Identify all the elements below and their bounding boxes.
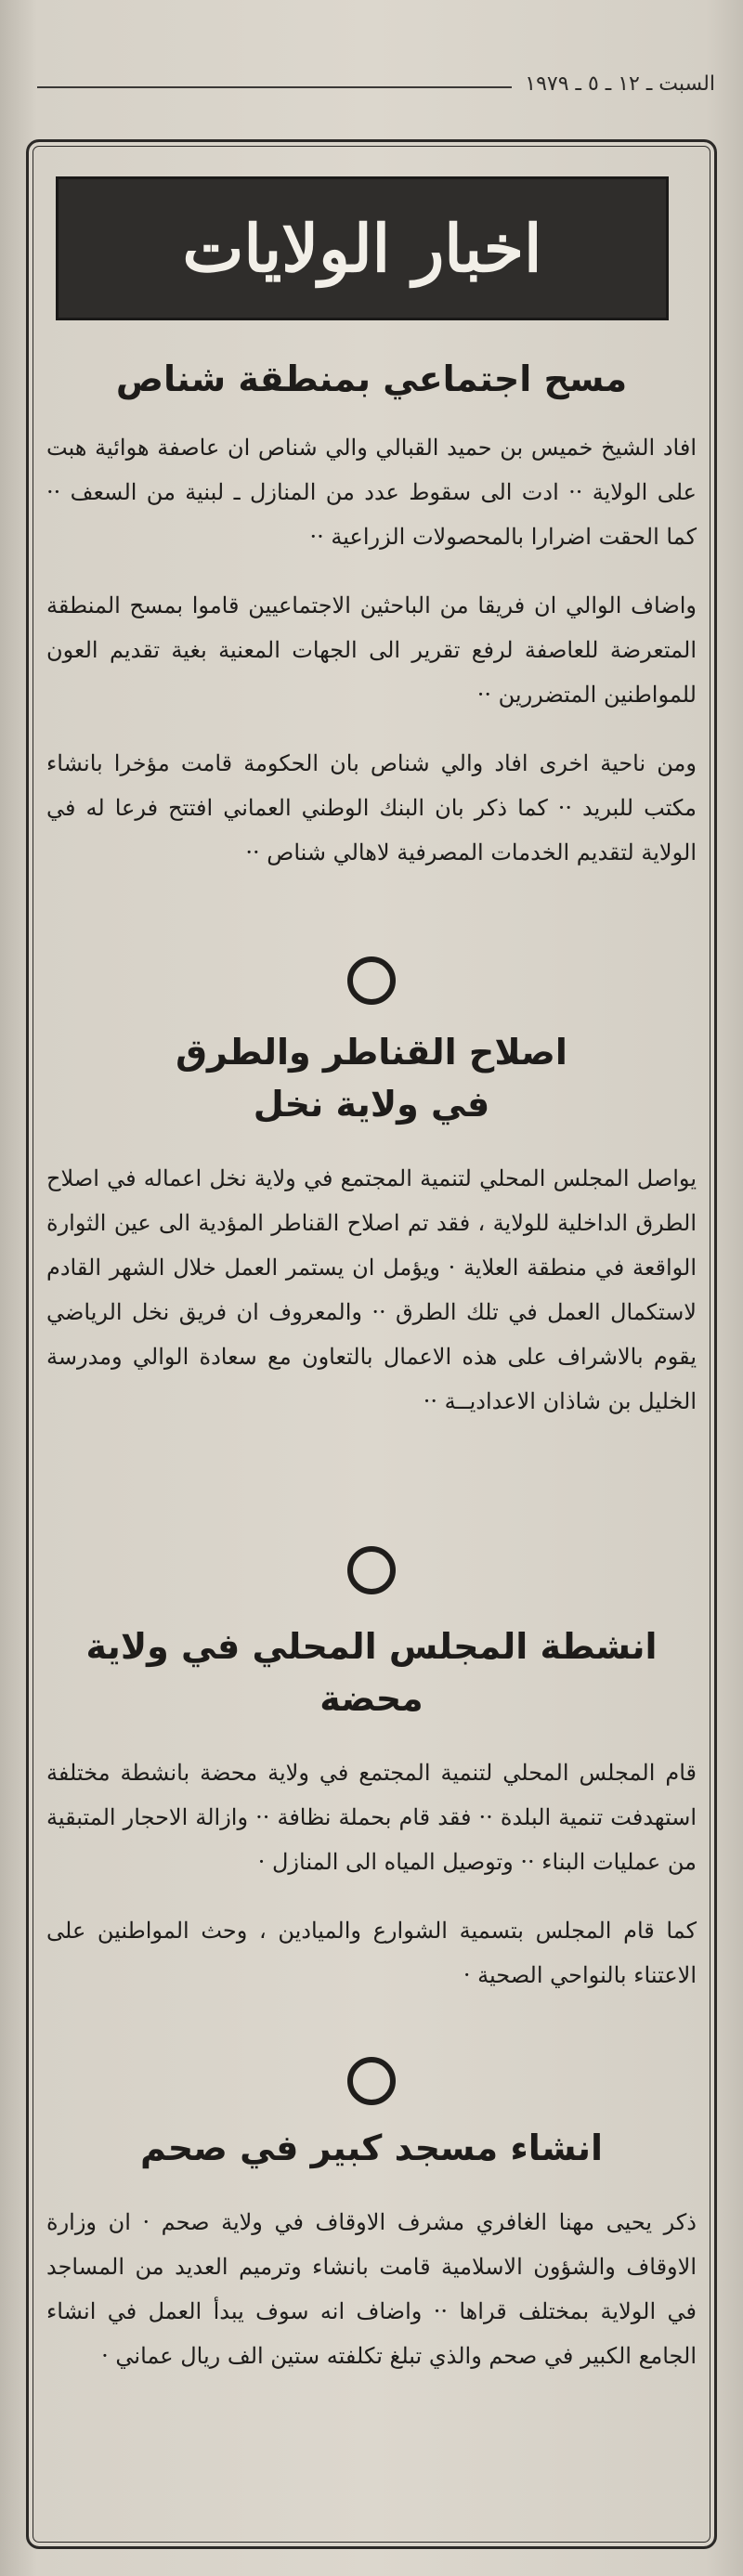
article-paragraph: ومن ناحية اخرى افاد والي شناص بان الحكومة قامت مؤخرا بانشاء مكتب للبريد ·· كما ذكر بان البنك الوطني العماني افتتح فرعا له في الولاية لتقديم الخدمات المصرفية لاهالي شناص ·· — [46, 750, 697, 865]
article-paragraph: يواصل المجلس المحلي لتنمية المجتمع في ولاية نخل اعماله في اصلاح الطرق الداخلية للولاية ، فقد تم اصلاح القناطر المؤدية الى عين الثوارة الواقعة في منطقة العلاية · ويؤمل ان يستمر العمل خلال الشهر القادم لاستكمال العمل في تلك الطرق ·· والمعروف ان فريق نخل الرياضي يقوم بالاشراف على هذه الاعمال بالتعاون مع سعادة الوالي ومدرسة الخليل بن شاذان الاعداديــة ·· — [46, 1165, 697, 1414]
page-header — [37, 56, 715, 111]
article-saham — [46, 2122, 697, 2378]
article-headline: انشاء مسجد كبير في صحم — [139, 2127, 604, 2168]
section-title: اخبار الولايات — [182, 210, 542, 287]
article-headline: اصلاح القناطر والطرق — [176, 1032, 567, 1073]
article-paragraph: واضاف الوالي ان فريقا من الباحثين الاجتماعيين قاموا بمسح المنطقة المتعرضة للعاصفة لرفع تقرير الى الجهات المعنية بغية تقديم العون للمواطنين المتضررين ·· — [46, 592, 697, 708]
separator-circle — [347, 1546, 396, 1594]
separator-circle — [347, 2057, 396, 2105]
section-banner — [56, 176, 669, 320]
article-paragraph: ذكر يحيى مهنا الغافري مشرف الاوقاف في ولاية صحم · ان وزارة الاوقاف والشؤون الاسلامية قامت بانشاء وترميم العديد من المساجد في الولاية بمختلف قراها ·· واضاف انه سوف يبدأ العمل في انشاء الجامع الكبير في صحم والذي تبلغ تكلفته ستين الف ريال عماني · — [46, 2209, 697, 2369]
article-paragraph: قام المجلس المحلي لتنمية المجتمع في ولاية محضة بانشطة مختلفة استهدفت تنمية البلدة ·· فقد قام بحملة نظافة ·· وازالة الاحجار المتبقية من عمليات البناء ·· وتوصيل المياه الى المنازل · — [46, 1760, 697, 1875]
article-mahda — [46, 1620, 697, 1997]
article-paragraph: افاد الشيخ خميس بن حميد القبالي والي شناص ان عاصفة هوائية هبت على الولاية ·· ادت الى سقوط عدد من المنازل ـ لبنية من السعف ·· كما الحقت اضرارا بالمحصولات الزراعية ·· — [46, 435, 697, 550]
article-shinas — [46, 353, 697, 875]
article-paragraph: كما قام المجلس بتسمية الشوارع والميادين ، وحث المواطنين على الاعتناء بالنواحي الصحية · — [46, 1918, 697, 1988]
article-headline: انشطة المجلس المحلي في ولاية محضة — [85, 1626, 658, 1719]
article-headline: مسح اجتماعي بمنطقة شناص — [115, 358, 628, 399]
issue-date: السبت ـ ١٢ ـ ٥ ـ ١٩٧٩ — [525, 72, 715, 96]
article-headline-line2: في ولاية نخل — [253, 1084, 490, 1125]
article-nakhal — [46, 1026, 697, 1424]
header-rule — [37, 86, 512, 88]
separator-circle — [347, 956, 396, 1005]
